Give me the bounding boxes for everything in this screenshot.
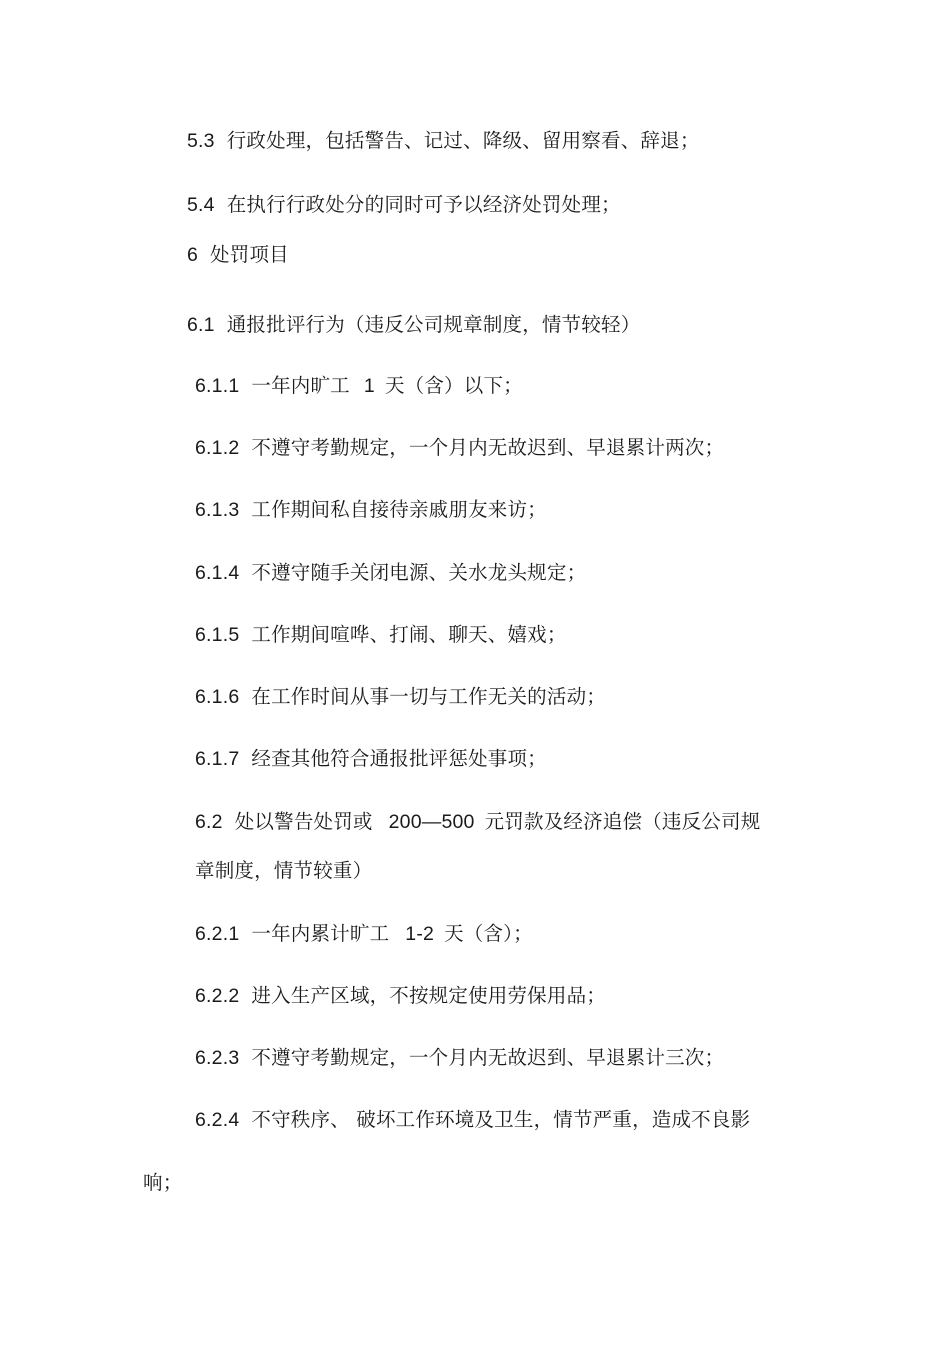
clause-5-4 xyxy=(187,193,621,217)
clause-number: 6.2.3 xyxy=(195,1047,240,1069)
clause-text: 天（含）； xyxy=(444,922,533,945)
clause-6-2-4-continuation xyxy=(143,1171,182,1195)
clause-number: 6.1.4 xyxy=(195,562,240,584)
clause-number: 6.2.1 xyxy=(195,923,240,945)
clause-text: 工作期间喧哗、打闹、聊天、嬉戏； xyxy=(251,623,567,646)
clause-6-1-4 xyxy=(195,561,586,585)
clause-number: 6 xyxy=(187,244,199,266)
clause-number: 5.3 xyxy=(187,130,215,152)
clause-text: 响； xyxy=(143,1171,183,1194)
clause-value: 1 xyxy=(363,375,375,397)
clause-6-2-3 xyxy=(195,1046,724,1070)
clause-text: 进入生产区域，不按规定使用劳保用品； xyxy=(251,984,606,1007)
clause-text: 在执行行政处分的同时可予以经济处罚处理； xyxy=(226,193,621,216)
clause-text: 行政处理，包括警告、记过、降级、留用察看、辞退； xyxy=(226,129,700,152)
clause-number: 6.2.2 xyxy=(195,985,240,1007)
clause-6-1-1 xyxy=(195,374,523,398)
clause-6-1-5 xyxy=(195,623,567,647)
section-6-heading xyxy=(187,243,289,267)
clause-number: 6.1.2 xyxy=(195,437,240,459)
clause-text: 工作期间私自接待亲戚朋友来访； xyxy=(251,498,547,521)
clause-6-2-1 xyxy=(195,922,533,946)
clause-6-1-2 xyxy=(195,436,724,460)
clause-6-2-2 xyxy=(195,984,606,1008)
clause-text: 一年内累计旷工 xyxy=(251,922,390,945)
clause-number: 6.1.7 xyxy=(195,748,240,770)
clause-6-2 xyxy=(195,810,760,834)
clause-number: 6.2 xyxy=(195,811,223,833)
clause-number: 6.2.4 xyxy=(195,1109,240,1131)
clause-text: 处以警告处罚或 xyxy=(234,810,373,833)
clause-6-2-continuation xyxy=(195,859,372,883)
clause-text: 在工作时间从事一切与工作无关的活动； xyxy=(251,685,606,708)
clause-text: 经查其他符合通报批评惩处事项； xyxy=(251,747,547,770)
clause-value: 200—500 xyxy=(388,811,475,833)
clause-text: 元罚款及经济追偿（违反公司规 xyxy=(484,810,761,833)
clause-text: 通报批评行为（违反公司规章制度，情节较轻） xyxy=(226,313,641,336)
clause-6-1-7 xyxy=(195,747,547,771)
clause-text: 不遵守随手关闭电源、关水龙头规定； xyxy=(251,561,587,584)
clause-text: 不遵守考勤规定，一个月内无故迟到、早退累计两次； xyxy=(251,436,725,459)
clause-text: 不遵守考勤规定，一个月内无故迟到、早退累计三次； xyxy=(251,1046,725,1069)
clause-5-3 xyxy=(187,129,700,153)
clause-number: 6.1 xyxy=(187,314,215,336)
clause-6-2-4 xyxy=(195,1108,750,1132)
clause-number: 6.1.3 xyxy=(195,499,240,521)
clause-text: 天（含）以下； xyxy=(384,374,523,397)
clause-text: 一年内旷工 xyxy=(251,374,350,397)
clause-text: 处罚项目 xyxy=(210,243,289,266)
clause-number: 6.1.6 xyxy=(195,686,240,708)
clause-6-1-3 xyxy=(195,498,547,522)
clause-text: 不守秩序、 破坏工作环境及卫生，情节严重，造成不良影 xyxy=(251,1108,751,1131)
clause-number: 5.4 xyxy=(187,194,215,216)
clause-text: 章制度，情节较重） xyxy=(195,859,373,882)
clause-number: 6.1.1 xyxy=(195,375,240,397)
clause-6-1 xyxy=(187,313,640,337)
clause-6-1-6 xyxy=(195,685,606,709)
clause-number: 6.1.5 xyxy=(195,624,240,646)
clause-value: 1-2 xyxy=(405,923,435,945)
